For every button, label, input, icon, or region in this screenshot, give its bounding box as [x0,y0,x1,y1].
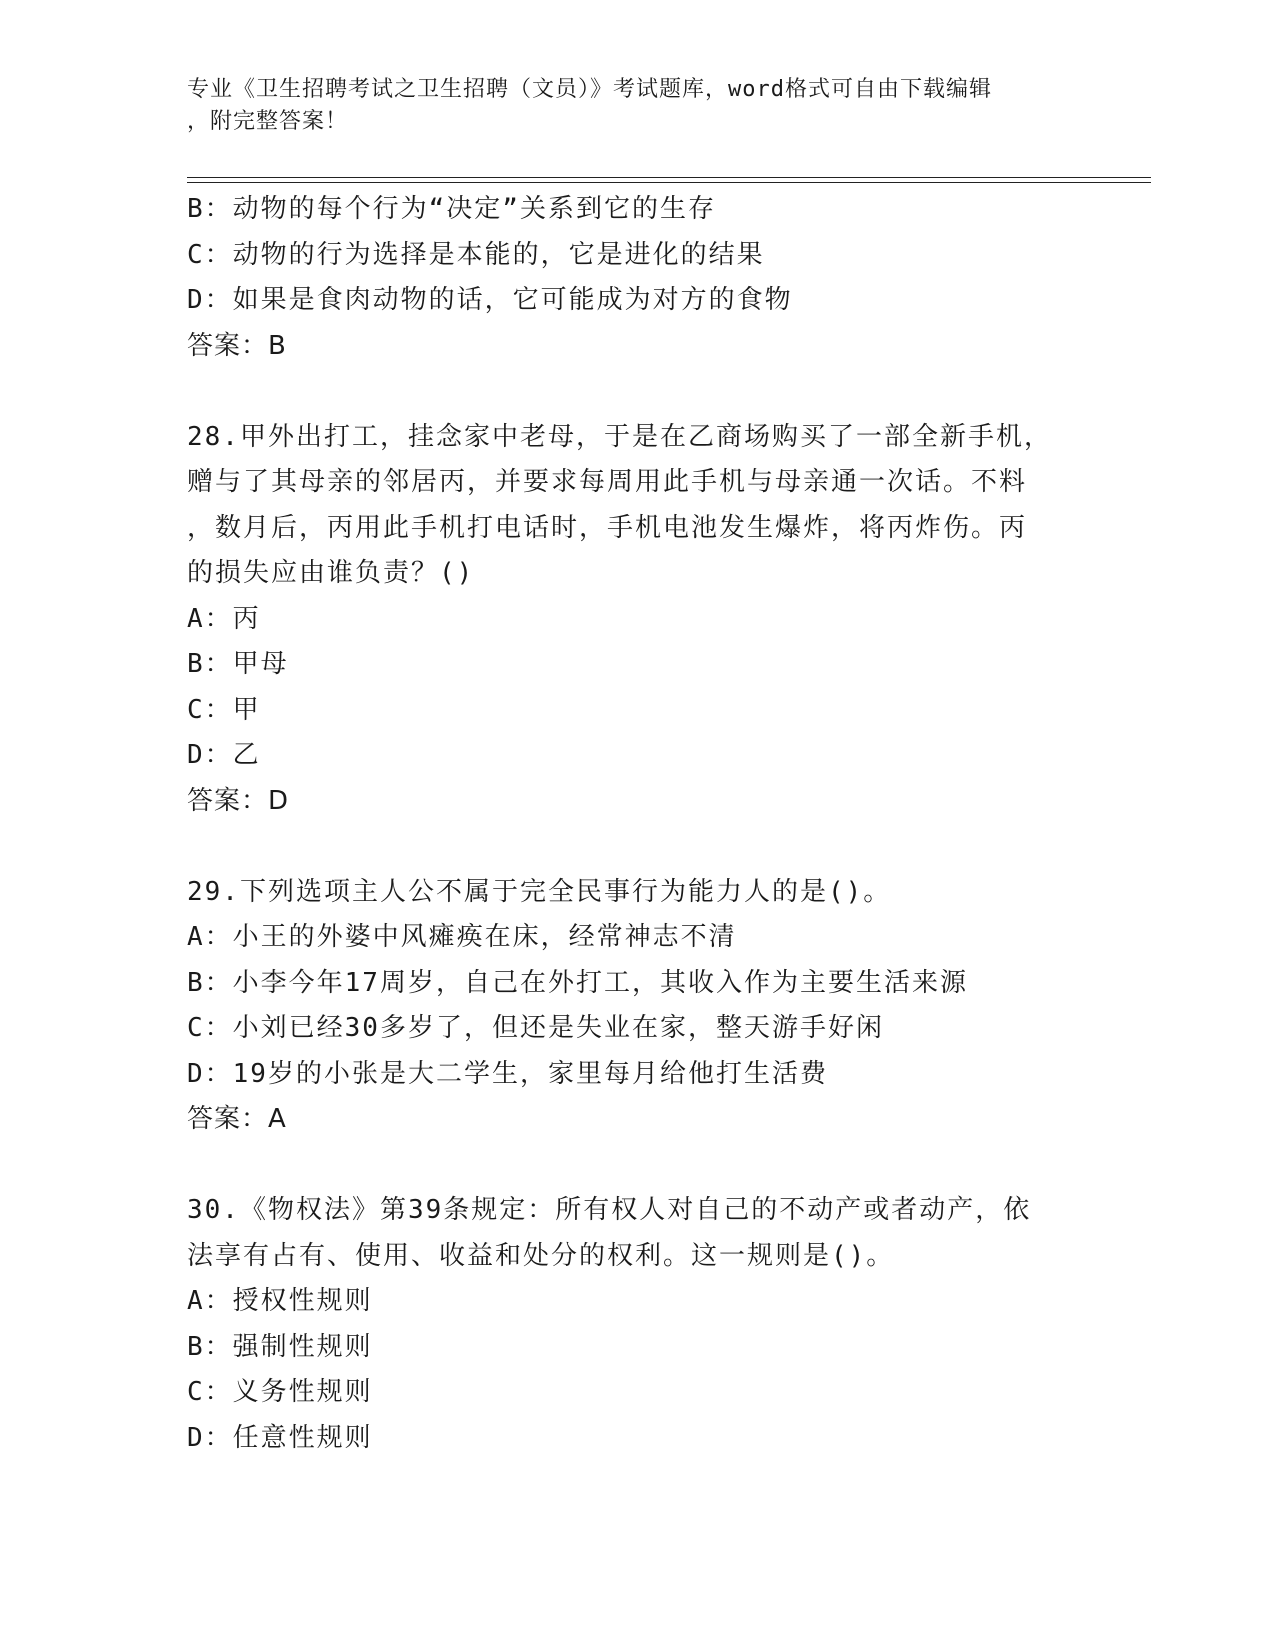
question-30 [187,1188,1087,1461]
spacer [187,369,1087,415]
option-c: C：甲 [187,694,261,725]
option-c: C：义务性规则 [187,1377,373,1407]
spacer [187,1143,1087,1189]
header-line-2: ，附完整答案！ [187,109,349,134]
question-stem-line: 赠与了其母亲的邻居丙，并要求每周用此手机与母亲通一次话。不料 [187,467,1028,497]
option-d: D：任意性规则 [187,1422,373,1453]
question-stem-line: 法享有占有、使用、收益和处分的权利。这一规则是()。 [187,1240,895,1271]
option-a: A：授权性规则 [187,1286,373,1316]
header-line-1: 专业《卫生招聘考试之卫生招聘（文员）》考试题库，word格式可自由下载编辑 [187,77,992,102]
question-29 [187,870,1087,1143]
option-c: C：小刘已经30多岁了，但还是失业在家，整天游手好闲 [187,1013,884,1043]
question-stem-line: 28.甲外出打工，挂念家中老母，于是在乙商场购买了一部全新手机， [187,421,1052,452]
question-28 [187,415,1087,825]
question-stem-line: ，数月后，丙用此手机打电话时，手机电池发生爆炸，将丙炸伤。丙 [187,512,1028,543]
option-a: A：丙 [187,603,261,634]
answer-line: 答案：A [187,1104,287,1134]
question-stem-line: 30.《物权法》第39条规定：所有权人对自己的不动产或者动产，依 [187,1195,1032,1225]
question-stem-line: 29.下列选项主人公不属于完全民事行为能力人的是()。 [187,876,892,907]
question-27-tail [187,187,1087,369]
header-divider-top [187,177,1151,178]
option-b: B：小李今年17周岁，自己在外打工，其收入作为主要生活来源 [187,967,968,998]
option-b: B：强制性规则 [187,1331,373,1362]
option-d: D：乙 [187,740,261,770]
option-c: C：动物的行为选择是本能的，它是进化的结果 [187,239,765,270]
answer-line: 答案：B [187,330,287,361]
spacer [187,824,1087,870]
question-stem-line: 的损失应由谁负责？() [187,558,475,588]
option-a: A：小王的外婆中风瘫痪在床，经常神志不清 [187,922,737,952]
question-list [187,187,1087,1461]
option-d: D：如果是食肉动物的话，它可能成为对方的食物 [187,285,793,315]
option-b: B：动物的每个行为“决定”关系到它的生存 [187,194,716,224]
answer-line: 答案：D [187,785,290,816]
option-d: D：19岁的小张是大二学生，家里每月给他打生活费 [187,1058,828,1089]
header-divider-bottom [187,182,1151,183]
option-b: B：甲母 [187,649,289,679]
page-header [187,74,1087,138]
